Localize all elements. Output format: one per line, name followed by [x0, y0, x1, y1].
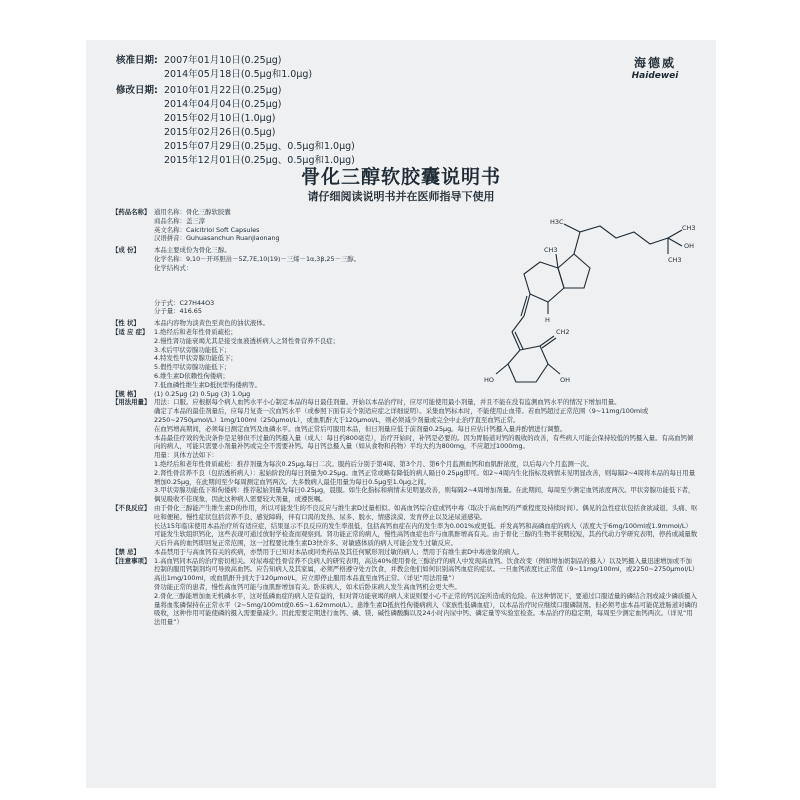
- composition-formula: 分子式：C27H44O3: [154, 298, 215, 307]
- spec-line: (1) 0.25μg (2) 0.5μg (3) 1.0μg: [154, 389, 251, 398]
- modify-date-1: 2010年01月22日(0.25μg): [164, 85, 282, 96]
- dosage-para: 用量：具体方法如下：: [154, 451, 218, 460]
- modify-date-4: 2015年02月26日(0.5μg): [164, 127, 276, 138]
- dosage-para: 2.肾性骨营养不良（包括透析病人）：起始阶段的每日剂量为0.25μg。血钙正常或略有降低的病人隔日0.25μg即可。如2~4周内生化指标及病情未见明显改善，则每隔2~4周将本品的每日用量增加0.25μg，在此期间至少每周测定血钙两次。大多数病人最佳用量为每日0.5μg至1.0μg之间。: [154, 468, 696, 486]
- label-ch3-top: CH3: [682, 224, 696, 232]
- composition-line: 本品主要成份为骨化三醇。: [154, 246, 231, 255]
- modify-label: 修改日期:: [116, 85, 158, 96]
- section-cautions-head: 【注意事项】: [112, 556, 151, 565]
- caution-para: 骨功能正常的患者，慢性高血钙可能与血肌酐增加有关。卧床病人，如术后卧床病人发生高血钙机会更大些。: [154, 583, 461, 592]
- adverse-para: 长达15年临床使用本品治疗所有适应症，结果显示不良反应的发生率很低，包括高钙血症在内的发生率为0.001%或更低。并发高钙和高磷血症的病人（浓度大于6mg/100ml或1.9mmol/L）可能发生软组织钙化，这些表现可通过放射学检查而观察到。肾功能正常的病人，慢性高钙血症也许与血肌酐增高有关。由于骨化三醇的生物半衰期较短，其药代动力学研究表明，停药或减量数天后升高的血钙即回复正常范围，这一过程要比维生素D3快许多。对敏感体质的病人可能会发生过敏反应。: [154, 521, 698, 548]
- section-name-line: 商品名称：盖三淳: [154, 216, 206, 225]
- approval-date-2: 2014年05月18日(0.5μg和1.0μg): [164, 69, 313, 80]
- caution-para: 1.高血钙同本品的治疗密切相关。对尿毒症性骨营养不良病人的研究表明，高达40%使用骨化三醇治疗的病人中发现高血钙。饮食改变（例如增加奶制品的摄入）以及钙摄入量迅速增加或不加控制的服用钙制剂均可导致高血钙。应告知病人及其家属，必须严格遵守处方饮食，并教会他们如何识别高钙血症的症状。一旦血钙浓度比正常值（9~11mg/100ml，或2250~2750μmol/L）高出1mg/100ml，或血肌酐升到大于120μmol/L，应立即停止服用本品直至血钙正常。（详见“用法用量”）: [154, 556, 696, 583]
- indication-item: 2.慢性肾功能衰竭尤其是接受血液透析病人之肾性骨营养不良症；: [154, 336, 340, 345]
- side-chain: [574, 226, 668, 254]
- oh-a-bond: [548, 364, 560, 374]
- modify-date-2: 2014年04月04日(0.25μg): [164, 99, 282, 110]
- composition-line: 化学结构式：: [154, 263, 193, 272]
- ho-a-bond: [496, 364, 508, 374]
- package-insert-sheet: [86, 40, 716, 788]
- section-name-line: 通用名称：骨化三醇软胶囊: [154, 208, 231, 216]
- section-spec-head: 【规 格】: [112, 389, 140, 398]
- ring-a: [508, 346, 548, 382]
- caution-para: 2.骨化三醇能增加血无机磷水平，这对低磷血症的病人是有益的，但对肾功能衰竭的病人来说则要小心不正常的钙沉淀所造成的危险。在这种情况下，要通过口服适量的磷结合剂或减少磷质摄入量将血浆磷保持在正常水平（2~5mg/100ml或0.65~1.62mmol/L）。患维生素D抵抗性佝偻病病人（家族性低磷血症），以本品治疗时应继续口服磷制剂。但必须考虑本品可能促进肠道对磷的吸收，这种作用可能使磷的摄入需要量减少。因此需要定期进行血钙、磷、镁、碱性磷酸酶以及24小时内尿中钙、磷定量等实验室检查。本品治疗的稳定期，每周至少测定血钙两次。（详见“用法用量”）: [154, 591, 698, 627]
- logo-cn: 海德威: [633, 56, 676, 70]
- section-name-head: 【药品名称】: [112, 208, 151, 216]
- modify-dates: [116, 84, 355, 168]
- triene-2: [512, 316, 524, 332]
- label-ch3-ring: CH3: [544, 246, 558, 254]
- appearance-line: 本品内容物为淡黄色至黄色的油状液体。: [154, 319, 270, 328]
- ch3-bond: [668, 230, 682, 238]
- section-cautions: [112, 557, 698, 627]
- section-contra: [112, 548, 698, 557]
- dosage-para: 1.绝经后和老年性骨质疏松：推荐剂量为每次0.25μg,每日二次。服药后分别于第4周、第3个月、第6个月监测血钙和血肌酐浓度，以后每六个月监测一次。: [154, 459, 593, 468]
- section-dosage-head: 【用法用量】: [112, 398, 151, 407]
- section-composition-head: 【成 份】: [112, 246, 140, 255]
- modify-date-3: 2015年02月10日(1.0μg): [164, 113, 276, 124]
- approval-date-1: 2007年01月10日(0.25μg): [164, 55, 282, 66]
- dosage-para: 用法：口服。应根据每个病人血钙水平小心制定本品的每日最佳剂量。开始以本品治疗时，应尽可能使用最小剂量，并且不能在没有监测血钙水平的情况下增加用量。: [154, 398, 621, 407]
- label-oh-top: OH: [684, 242, 695, 250]
- document-title: 骨化三醇软胶囊说明书: [300, 166, 501, 188]
- label-ho: HO: [484, 376, 495, 384]
- label-oh-bottom: OH: [560, 376, 571, 384]
- modify-date-5: 2015年07月29日(0.25μg、0.5μg和1.0μg): [164, 141, 355, 152]
- composition-mw: 分子量：416.65: [154, 307, 202, 316]
- methyl-bond: [564, 224, 580, 232]
- label-h: H: [545, 316, 550, 324]
- indication-item: 4.特发性甲状旁腺功能低下；: [154, 354, 237, 363]
- section-name-line: 汉语拼音：Guhuasanchun Ruanjiaonang: [154, 234, 280, 243]
- section-name-line: 英文名称：Calcitriol Soft Capsules: [154, 225, 260, 234]
- contra-line: 本品禁用于与高血钙有关的疾病，亦禁用于已知对本品或同类药品及其任何赋形剂过敏的病人；禁用于有维生素D中毒迹象的病人。: [154, 547, 524, 556]
- approval-label: 核准日期:: [116, 55, 158, 66]
- modify-date-6: 2015年12月01日(0.25μg、0.5μg和1.0μg): [164, 155, 355, 166]
- section-appearance-head: 【性 状】: [112, 319, 140, 328]
- structural-formula: [482, 210, 702, 410]
- indication-item: 1.绝经后和老年性骨质疏松；: [154, 327, 237, 336]
- brand-logo: [620, 54, 690, 81]
- section-adverse-head: 【不良反应】: [112, 503, 151, 512]
- angular-methyl: [556, 254, 558, 268]
- indication-item: 5.假性甲状旁腺功能低下；: [154, 363, 231, 372]
- section-contra-head: 【禁 忌】: [112, 547, 140, 556]
- section-indications-head: 【适 应 症】: [112, 327, 149, 336]
- oh-bond: [668, 238, 682, 246]
- approval-dates: [116, 54, 312, 82]
- adverse-para: 由于骨化三醇能产生维生素D的作用，所以可能发生的不良反应与维生素D过量相似。如高血钙综合症或钙中毒（取决于高血钙的严重程度及持续时间）。偶见的急性症状包括食欲减退、头痛、呕吐和便秘。慢性症状包括营养不良、感觉障碍，伴有口渴的发热、尿多、脱水、情感淡漠、发育停止以及泌尿道感染。: [154, 503, 698, 521]
- label-ch3-mid: CH3: [668, 256, 682, 264]
- dosage-para: 确定了本品的最佳剂量后，应每月复查一次血钙水平（或参照下面有关个别适应症之详细说明）。采集血钙标本时，不能使用止血带。若血钙超过正常范围（9~11mg/100ml或2250~2750μmol/L）1mg/100ml（250μmol/L），或血肌酐大于120μmol/L，则必须减少剂量或完全中止治疗直至血钙正常。: [154, 407, 649, 424]
- document-subtitle: 请仔细阅读说明书并在医师指导下使用: [307, 190, 495, 203]
- indication-item: 6.维生素D依赖性佝偻病；: [154, 371, 229, 380]
- triene-1b: [521, 296, 527, 316]
- dosage-para: 3.甲状旁腺功能低下和佝偻病：推荐起始剂量为每日0.25μg，晨服。如生化指标和病情未见明显改善，则每隔2~4周增加剂量。在此期间，每周至少测定血钙浓度两次。甲状旁腺功能低下者，偶见吸收不佳现象，因此这种病人需要较大剂量，或遵医嘱。: [154, 486, 695, 504]
- section-dosage: [112, 398, 698, 504]
- indication-item: 3.术后甲状旁腺功能低下；: [154, 345, 231, 354]
- composition-line: 化学名称：9,10－开环胆甾－5Z,7E,10(19)－三烯－1α,3β,25－三醇。: [154, 254, 361, 263]
- label-h3c: H3C: [550, 218, 564, 226]
- dosage-para: 本品最佳疗效的先决条件是足够但不过量的钙摄入量（成人：每日约800毫克），治疗开始时，补钙是必要的。因为胃肠道对钙的吸收的改善，有些病人可能会保持较低的钙摄入量。有高血钙倾向的病人，可能只需要小剂量补钙或完全不需要补钙。每日钙总摄入量（如从食物和药物）平均大约为800mg，不应超过1000mg。: [154, 433, 694, 451]
- logo-en: Haidewei: [631, 71, 679, 81]
- label-ch2: CH2: [556, 328, 570, 336]
- section-adverse: [112, 504, 698, 548]
- dosage-para: 在血钙增高期间，必须每日测定血钙及血磷水平。血钙正常后可服用本品，但日剂量应低于前剂量0.25μg。每日应估计钙摄入量并酌情进行调整。: [154, 424, 567, 433]
- indication-item: 7.低血磷性维生素D抵抗型佝偻病等。: [154, 380, 261, 389]
